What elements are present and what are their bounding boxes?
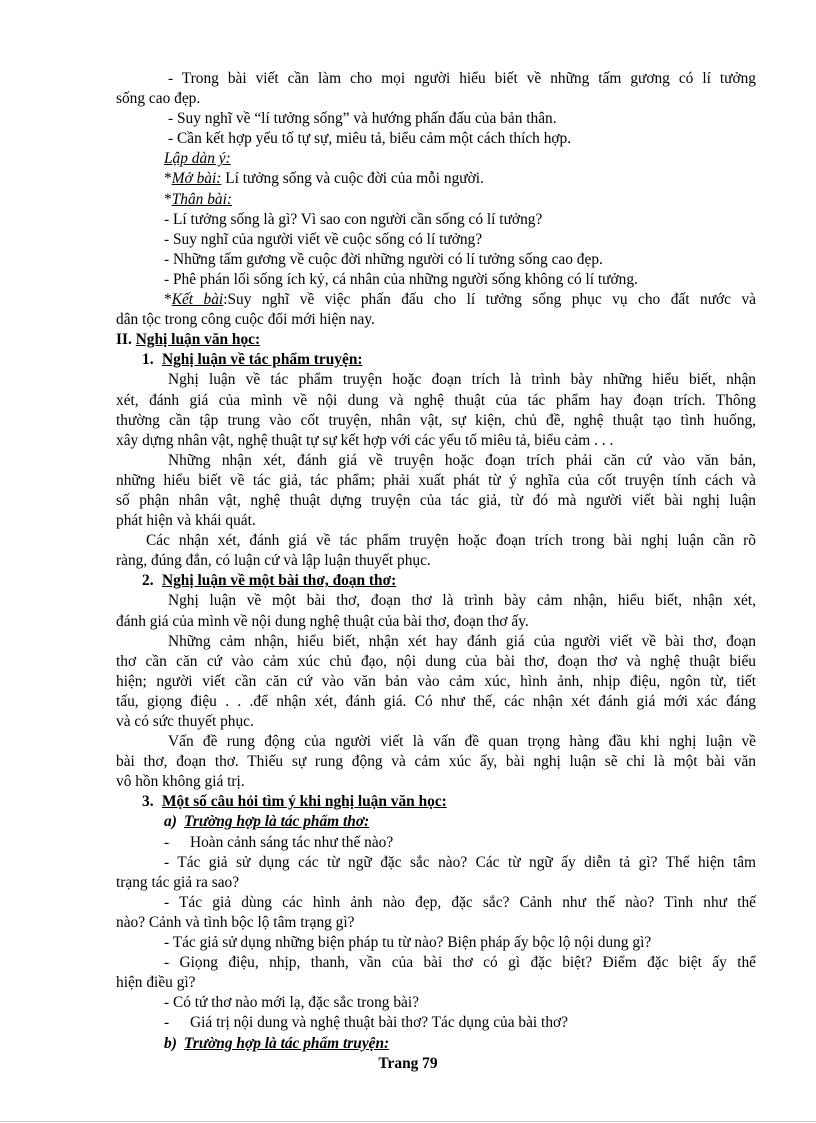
question-item: - Có tứ thơ nào mới lạ, đặc sắc trong bài? <box>164 994 419 1012</box>
text-line: thơ cần căn cứ vào cảm xúc chủ đạo, nội dung của bài thơ, đoạn thơ và nghệ thuật biểu <box>116 652 756 670</box>
section-title: Nghị luận văn học: <box>135 331 261 349</box>
than-bai-item: - Phê phán lối sống ích kỷ, cá nhân của những người sống không có lí tưởng. <box>164 270 638 288</box>
case-title: Trường hợp là tác phẩm thơ: <box>184 813 370 831</box>
than-bai-item: - Lí tưởng sống là gì? Vì sao con người cần sống có lí tưởng? <box>164 210 543 228</box>
subsection-heading <box>116 350 756 370</box>
bullet-star: * <box>164 170 172 188</box>
ket-bai-line <box>116 290 756 310</box>
dash: - <box>164 833 170 851</box>
than-bai-item: - Suy nghĩ của người viết về cuộc sống có lí tưởng? <box>164 230 483 248</box>
section-heading <box>116 330 756 350</box>
outline-heading <box>116 149 756 169</box>
question-text: Giá trị nội dung và nghệ thuật bài thơ? Tác dụng của bài thơ? <box>190 1014 568 1032</box>
text-line: đánh giá của mình về nội dung nghệ thuật của bài thơ, đoạn thơ ấy. <box>116 612 529 630</box>
page-number: Trang 79 <box>378 1055 438 1072</box>
question-item: - Tác giả sử dụng những biện pháp tu từ nào? Biện pháp ấy bộc lộ nội dung gì? <box>164 934 652 952</box>
than-bai-label: Thân bài: <box>171 190 232 208</box>
subsection-number: 1. <box>142 351 154 369</box>
text-line: tấu, giọng điệu . . .để nhận xét, đánh giá. Có như thế, các nhận xét đánh giá mới xác đáng <box>116 692 756 710</box>
text-line: bài thơ, đoạn thơ. Thiếu sự rung động và cảm xúc ấy, bài nghị luận sẽ chỉ là một bài văn <box>116 753 756 771</box>
subsection-heading <box>116 571 756 591</box>
text-line: - Suy nghĩ về “lí tưởng sống” và hướng phấn đấu của bản thân. <box>168 110 557 128</box>
text-line: vô hồn không giá trị. <box>116 773 245 791</box>
text-line: nào? Cảnh và tình bộc lộ tâm trạng gì? <box>116 913 355 931</box>
than-bai-line <box>116 190 756 210</box>
text-line: dân tộc trong công cuộc đổi mới hiện nay. <box>116 311 375 329</box>
case-label: b) <box>164 1034 177 1052</box>
ket-bai-text: :Suy nghĩ về việc phấn đấu cho lí tưởng sống phục vụ cho đất nước và <box>223 291 756 309</box>
text-line: thường cần tập trung vào cốt truyện, nhân vật, sự kiện, chủ đề, nghệ thuật tạo tình huống, <box>116 411 756 429</box>
case-heading <box>116 812 756 832</box>
subsection-heading <box>116 792 756 812</box>
case-heading <box>116 1034 756 1054</box>
document-body <box>116 69 756 1054</box>
question-item <box>116 1013 756 1033</box>
mo-bai-line <box>116 169 756 189</box>
text-line: Vấn đề rung động của người viết là vấn đề quan trọng hàng đầu khi nghị luận về <box>168 733 756 751</box>
text-line: những hiểu biết về tác giả, tác phẩm; phải xuất phát từ ý nghĩa của cốt truyện tính cách và <box>116 471 756 489</box>
text-line: số phận nhân vật, nghệ thuật dựng truyện của tác giả, từ đó mà người viết bài nghị luận <box>116 491 756 509</box>
mo-bai-label: Mở bài: <box>171 170 222 188</box>
than-bai-item: - Những tấm gương về cuộc đời những người có lí tưởng sống cao đẹp. <box>164 250 603 268</box>
question-text: Hoàn cảnh sáng tác như thế nào? <box>190 833 394 851</box>
question-item <box>116 833 756 853</box>
case-label: a) <box>164 813 177 831</box>
text-line: xây dựng nhân vật, nghệ thuật tự sự kết hợp với các yếu tố miêu tả, biểu cảm . . . <box>116 431 614 449</box>
text-line: ràng, đúng đắn, có luận cứ và lập luận thuyết phục. <box>116 552 431 570</box>
bullet-star: * <box>164 291 172 309</box>
page-edge-divider <box>0 1121 816 1122</box>
text-line: Những cảm nhận, hiểu biết, nhận xét hay đánh giá của người viết về bài thơ, đoạn <box>168 632 756 650</box>
text-line: hiện; người viết cần căn cứ vào văn bản vào cảm xúc, hình ảnh, nhịp điệu, ngôn từ, tiết <box>116 672 756 690</box>
text-line: - Trong bài viết cần làm cho mọi người hiểu biết về những tấm gương có lí tưởng <box>168 70 756 87</box>
ket-bai-label: Kết bài <box>171 291 224 309</box>
text-line: Nghị luận về một bài thơ, đoạn thơ là trình bày cảm nhận, hiểu biết, nhận xét, <box>168 592 756 610</box>
dash: - <box>164 1014 170 1032</box>
text-line: xét, đánh giá của mình về nội dung và nghệ thuật của tác phẩm hay đoạn trích. Thông <box>116 391 756 409</box>
text-line: Nghị luận về tác phẩm truyện hoặc đoạn trích là trình bày những hiểu biết, nhận <box>168 371 756 389</box>
text-line: - Giọng điệu, nhịp, thanh, vần của bài thơ có gì đặc biệt? Điểm đặc biệt ấy thể <box>164 954 756 972</box>
text-line: - Tác giả dùng các hình ảnh nào đẹp, đặc sắc? Cảnh như thế nào? Tình như thế <box>164 893 756 911</box>
subsection-title: Nghị luận về tác phẩm truyện: <box>162 351 363 369</box>
mo-bai-text: Lí tưởng sống và cuộc đời của mỗi người. <box>221 170 484 188</box>
subsection-title: Một số câu hỏi tìm ý khi nghị luận văn học: <box>162 793 447 811</box>
subsection-number: 2. <box>142 572 154 590</box>
text-line: trạng tác giả ra sao? <box>116 873 240 891</box>
subsection-number: 3. <box>142 793 154 811</box>
text-line: - Tác giả sử dụng các từ ngữ đặc sắc nào? Các từ ngữ ấy diễn tả gì? Thể hiện tâm <box>164 853 756 871</box>
case-title: Trường hợp là tác phẩm truyện: <box>184 1034 390 1052</box>
text-line: sống cao đẹp. <box>116 90 201 108</box>
bullet-star: * <box>164 190 172 208</box>
text-line: Những nhận xét, đánh giá về truyện hoặc đoạn trích phải căn cứ vào văn bản, <box>168 451 756 469</box>
text-line: hiện điều gì? <box>116 974 196 992</box>
section-number: II. <box>116 331 132 349</box>
text-line: phát hiện và khái quát. <box>116 512 256 530</box>
text-line: - Cần kết hợp yếu tố tự sự, miêu tả, biểu cảm một cách thích hợp. <box>168 130 572 148</box>
subsection-title: Nghị luận về một bài thơ, đoạn thơ: <box>162 572 397 590</box>
text-line: Các nhận xét, đánh giá về tác phẩm truyện hoặc đoạn trích trong bài nghị luận cần rõ <box>146 532 756 550</box>
text-line: và có sức thuyết phục. <box>116 713 254 730</box>
outline-label: Lập dàn ý: <box>164 150 231 168</box>
